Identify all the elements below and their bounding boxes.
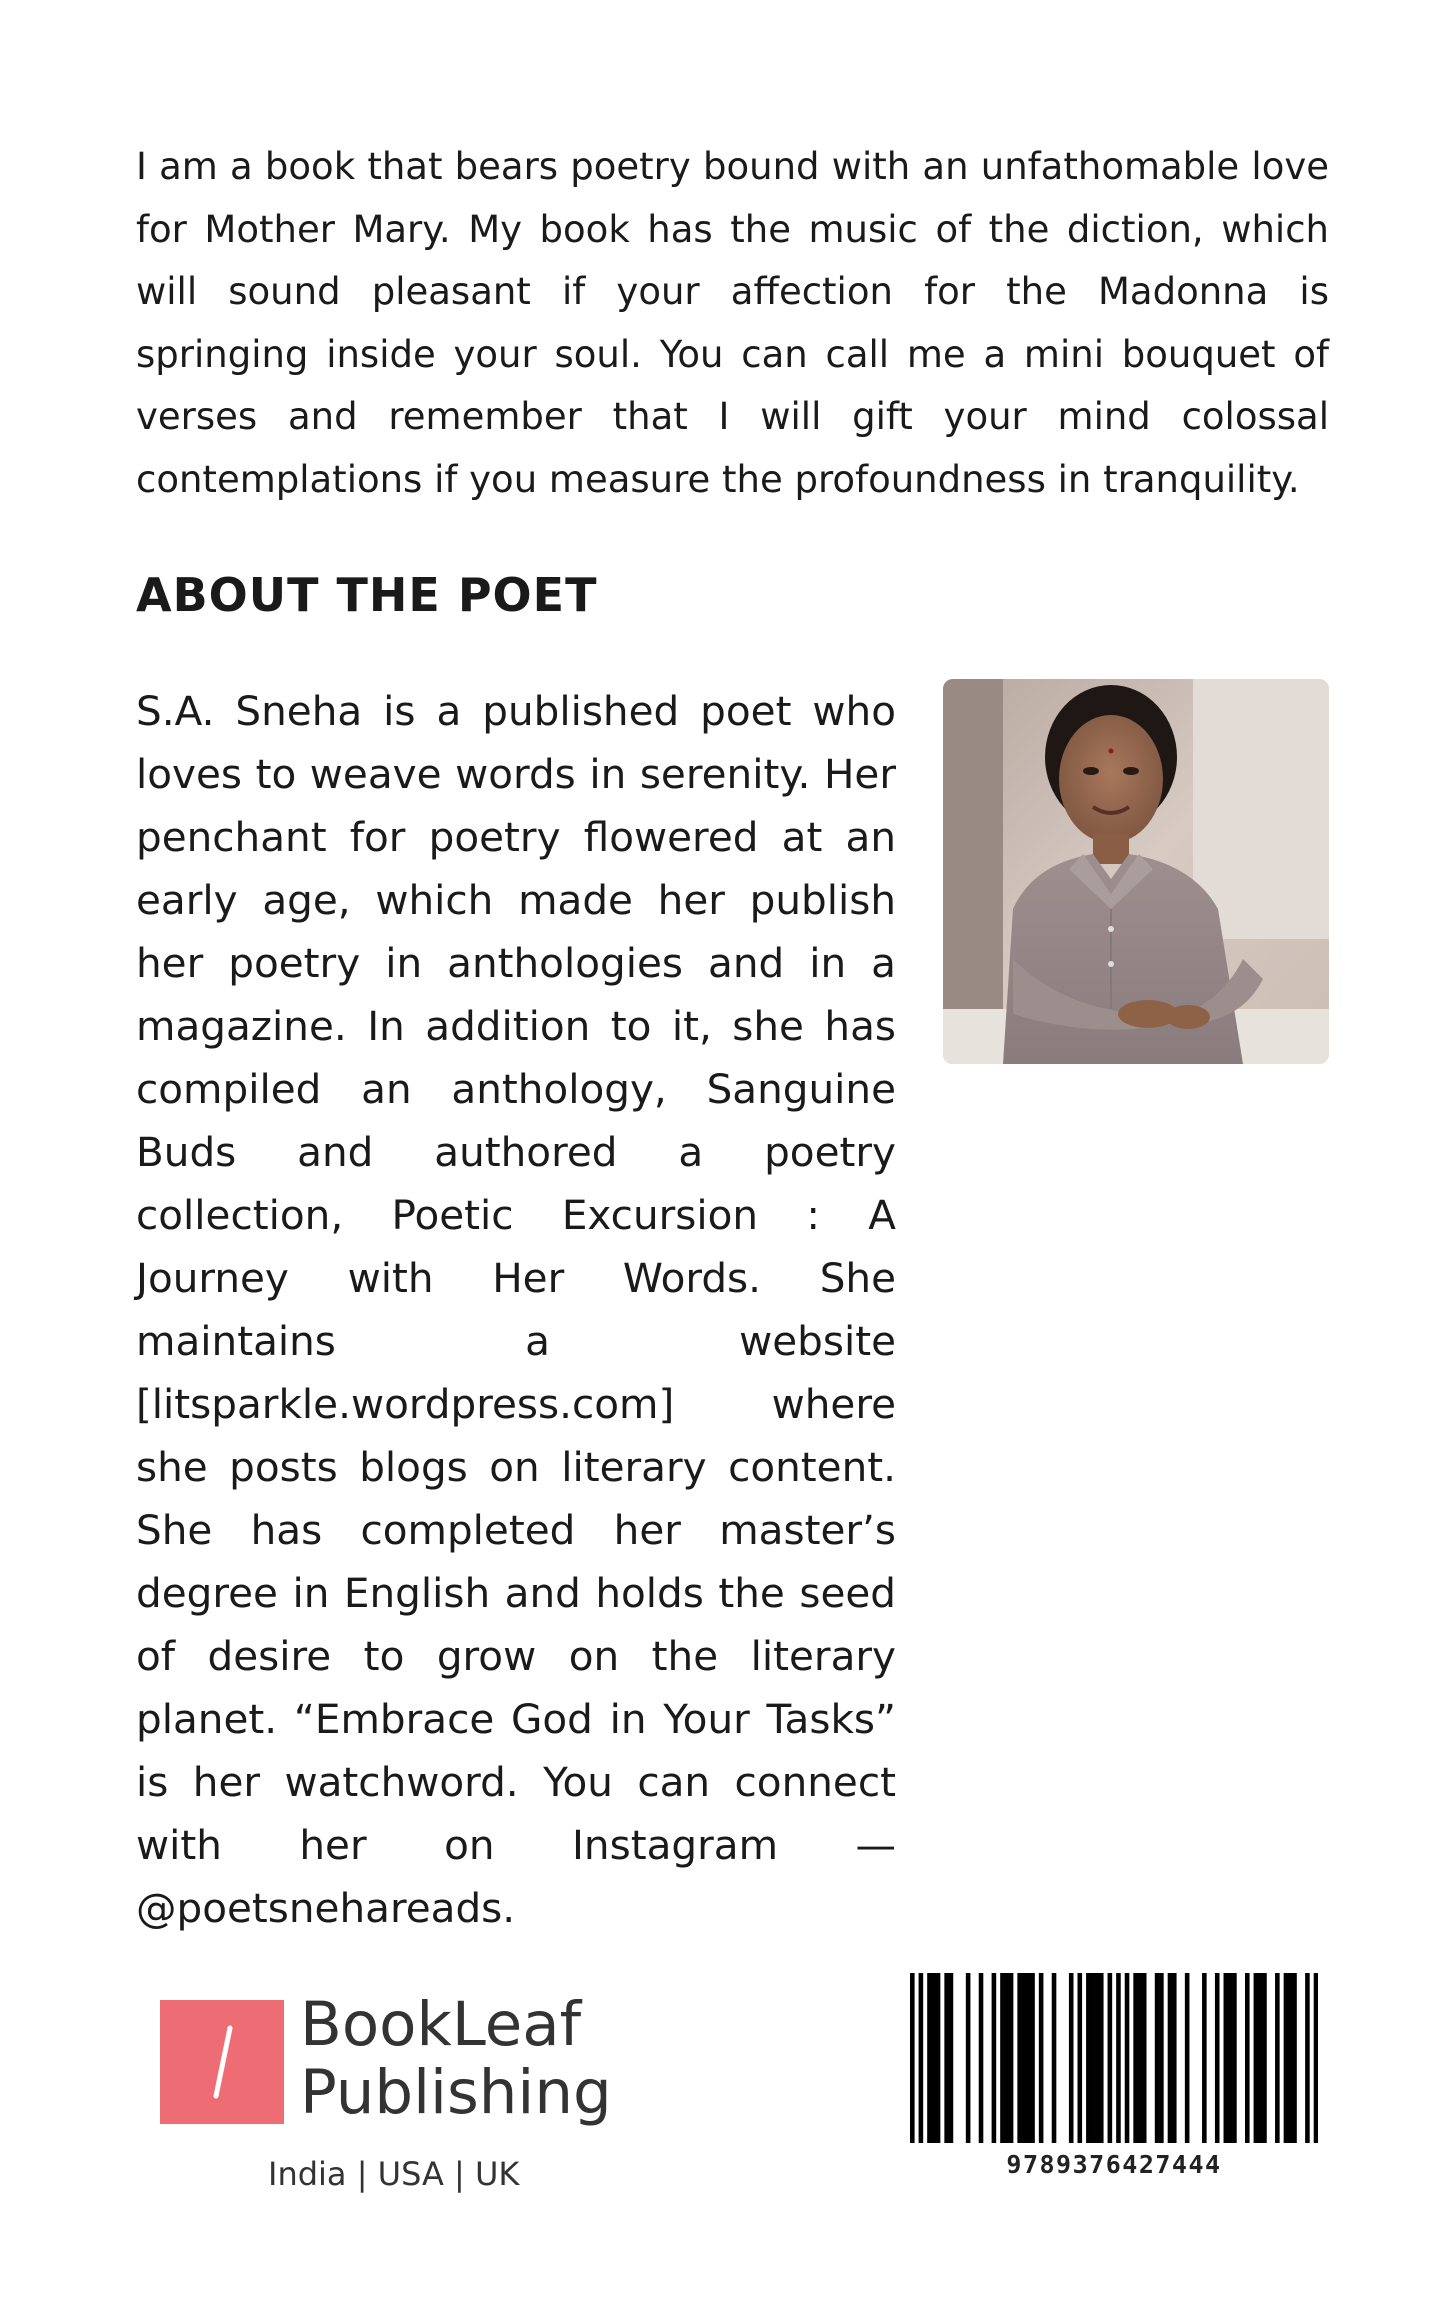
publisher-regions: India | USA | UK [268,2155,520,2193]
barcode-bar [966,1973,971,2143]
barcode-bar [1275,1973,1280,2143]
barcode-bar [1090,1973,1095,2143]
barcode-bar [1202,1973,1207,2143]
barcode-bar [1052,1973,1057,2143]
publisher-name-line1: BookLeaf [300,1989,582,2060]
barcode-bar [1168,1973,1173,2143]
barcode-bar [1077,1973,1082,2143]
barcode-bar [1022,1973,1027,2143]
barcode-bar [1284,1973,1289,2143]
barcode-bar [1017,1973,1022,2143]
barcode-bar [1133,1973,1138,2143]
barcode-bar [1142,1973,1147,2143]
barcode-bar [927,1973,932,2143]
barcode-bar [1116,1973,1121,2143]
barcode-bar [1228,1973,1233,2143]
barcode-bar [1172,1973,1177,2143]
barcode-bar [1314,1973,1318,2143]
barcode-bar [936,1973,941,2143]
barcode-bar [1138,1973,1143,2143]
barcode-bar [919,1973,924,2143]
barcode-bar [1000,1973,1005,2143]
barcode-bar [1069,1973,1074,2143]
barcode-bar [1224,1973,1229,2143]
barcode-bar [1232,1973,1237,2143]
barcode-bar [1155,1973,1160,2143]
about-the-poet-heading: ABOUT THE POET [136,568,598,622]
barcode-bar [1030,1973,1035,2143]
back-cover-blurb: I am a book that bears poetry bound with an unfathomable love for Mother Mary. My book has the music of the diction, which will sound pleasant if your affection for the Madonna is springing inside your soul. You can call me a mini bouquet of verses and remember that I will gift your mind colossal contemplations if you measure the profoundness in tranquility. [136,145,1329,501]
barcode-bar [1108,1973,1113,2143]
publisher-name-line2: Publishing [300,2057,612,2128]
barcode-bar [1254,1973,1259,2143]
barcode-bar [979,1973,984,2143]
barcode-bar [944,1973,949,2143]
barcode-bar [1009,1973,1014,2143]
barcode-bar [1262,1973,1267,2143]
poet-bio: S.A. Sneha is a published poet who loves to weave words in serenity. Her penchant for poetry flowered at an early age, which made her publish her poetry in anthologies and in a magazine. In addition to it, she has compiled an anthology, Sanguine Buds and authored a poetry collection, Poetic Excursion : A Journey with Her Words. She maintains a website [litsparkle.wordpress.com] where she posts blogs on literary content. She has completed her master’s degree in English and holds the seed of desire to grow on the literary planet. “Embrace God in Your Tasks” is her watchword. You can connect with her on Instagram —@poetsnehareads. [136,687,896,1932]
barcode-bar [949,1973,954,2143]
barcode-bar [1292,1973,1297,2143]
barcode-bar [910,1973,915,2143]
barcode-bar [1258,1973,1263,2143]
barcode-bar [931,1973,936,2143]
barcode-bar [1095,1973,1100,2143]
author-photo [943,679,1329,1064]
publisher-logo [160,1989,620,2200]
barcode-bar [1245,1973,1250,2143]
barcode-bar [1185,1973,1190,2143]
barcode-bar [1039,1973,1044,2143]
barcode-bar [1305,1973,1310,2143]
isbn-number: 9789376427444 [1006,2150,1222,2179]
barcode-bar [1125,1973,1130,2143]
barcode-bar [1026,1973,1031,2143]
slash-icon [160,2000,284,2124]
barcode-bar [1288,1973,1293,2143]
barcode-bar [1215,1973,1220,2143]
barcode-bar [992,1973,997,2143]
barcode-bar [1159,1973,1164,2143]
barcode-bar [1099,1973,1104,2143]
barcode-bar [1004,1973,1009,2143]
barcode-bar [1086,1973,1091,2143]
